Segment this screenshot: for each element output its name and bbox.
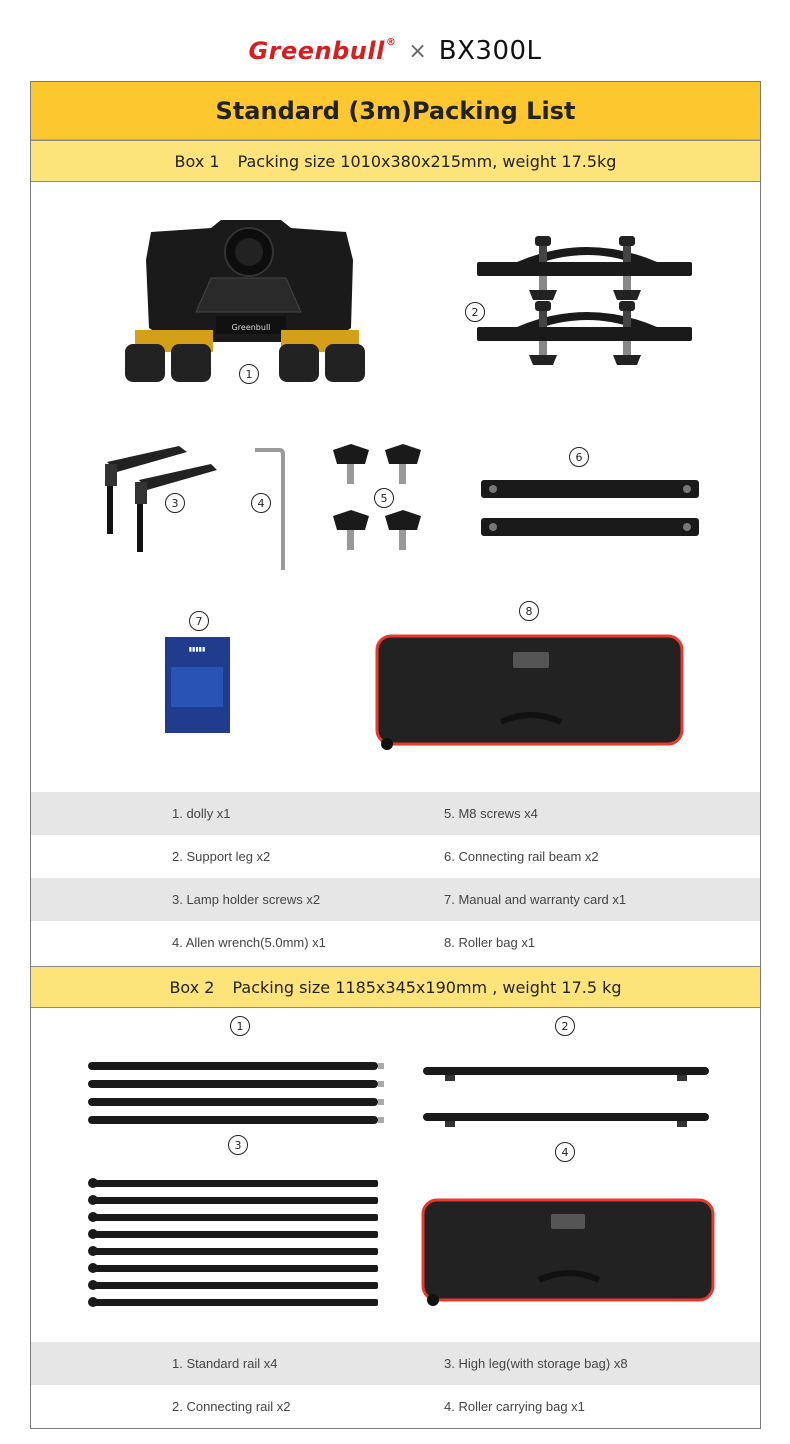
box1-marker-3: 3 [165, 493, 185, 513]
packing-list-sheet [30, 81, 761, 1429]
list-item [31, 1342, 760, 1385]
box1-marker-7: 7 [189, 611, 209, 631]
box2-image-area [31, 1008, 760, 1340]
connecting-rail-image [421, 1063, 721, 1143]
collab-separator: × [408, 38, 427, 64]
list-item [31, 878, 760, 921]
list-item [31, 921, 760, 964]
box2-marker-2: 2 [555, 1016, 575, 1036]
box2-item-list [31, 1342, 760, 1428]
box1-image-area [31, 182, 760, 792]
item-text: 1. Standard rail x4 [172, 1356, 278, 1371]
page-header [0, 26, 790, 76]
item-text: 6. Connecting rail beam x2 [444, 849, 599, 864]
item-text: 2. Support leg x2 [172, 849, 271, 864]
list-item [31, 1385, 760, 1428]
box1-marker-1: 1 [239, 364, 259, 384]
box2-marker-4: 4 [555, 1142, 575, 1162]
list-item [31, 835, 760, 878]
box1-label: Box 1 [174, 151, 220, 171]
packing-list-title-bar [31, 82, 760, 140]
standard-rail-image [88, 1056, 388, 1146]
support-leg-image [477, 232, 707, 392]
item-text: 5. M8 screws x4 [444, 806, 538, 821]
model-name: BX300L [438, 36, 542, 66]
item-text: 4. Roller carrying bag x1 [444, 1399, 585, 1414]
box2-marker-3: 3 [228, 1135, 248, 1155]
svg-text:Greenbull: Greenbull [231, 323, 271, 332]
box1-info: Packing size 1010x380x215mm, weight 17.5kg [237, 151, 617, 171]
packing-list-title: Standard (3m)Packing List [215, 96, 576, 125]
box1-item-list [31, 792, 760, 964]
box2-header [31, 966, 760, 1008]
brand-logo: Greenbull® [248, 37, 397, 65]
box1-marker-2: 2 [465, 302, 485, 322]
item-text: 2. Connecting rail x2 [172, 1399, 291, 1414]
box1-marker-8: 8 [519, 601, 539, 621]
roller-carrying-bag-image [419, 1196, 729, 1316]
box2-label: Box 2 [169, 977, 215, 997]
lamp-holder-screws-image [99, 444, 229, 559]
box2-marker-1: 1 [230, 1016, 250, 1036]
item-text: 3. Lamp holder screws x2 [172, 892, 321, 907]
high-leg-image [88, 1176, 388, 1316]
box2-info: Packing size 1185x345x190mm , weight 17.5 kg [232, 977, 622, 997]
manual-card-image [165, 637, 235, 737]
m8-screws-image [331, 444, 441, 574]
box1-header [31, 140, 760, 182]
item-text: 8. Roller bag x1 [444, 935, 536, 950]
roller-bag-image [373, 632, 693, 757]
item-text: 7. Manual and warranty card x1 [444, 892, 627, 907]
box1-marker-4: 4 [251, 493, 271, 513]
item-text: 1. dolly x1 [172, 806, 231, 821]
list-item [31, 792, 760, 835]
svg-text:▮▮▮▮▮: ▮▮▮▮▮ [188, 646, 206, 653]
item-text: 4. Allen wrench(5.0mm) x1 [172, 935, 326, 950]
box1-marker-6: 6 [569, 447, 589, 467]
connecting-rail-beam-image [481, 480, 711, 550]
box1-marker-5: 5 [374, 488, 394, 508]
item-text: 3. High leg(with storage bag) x8 [444, 1356, 628, 1371]
